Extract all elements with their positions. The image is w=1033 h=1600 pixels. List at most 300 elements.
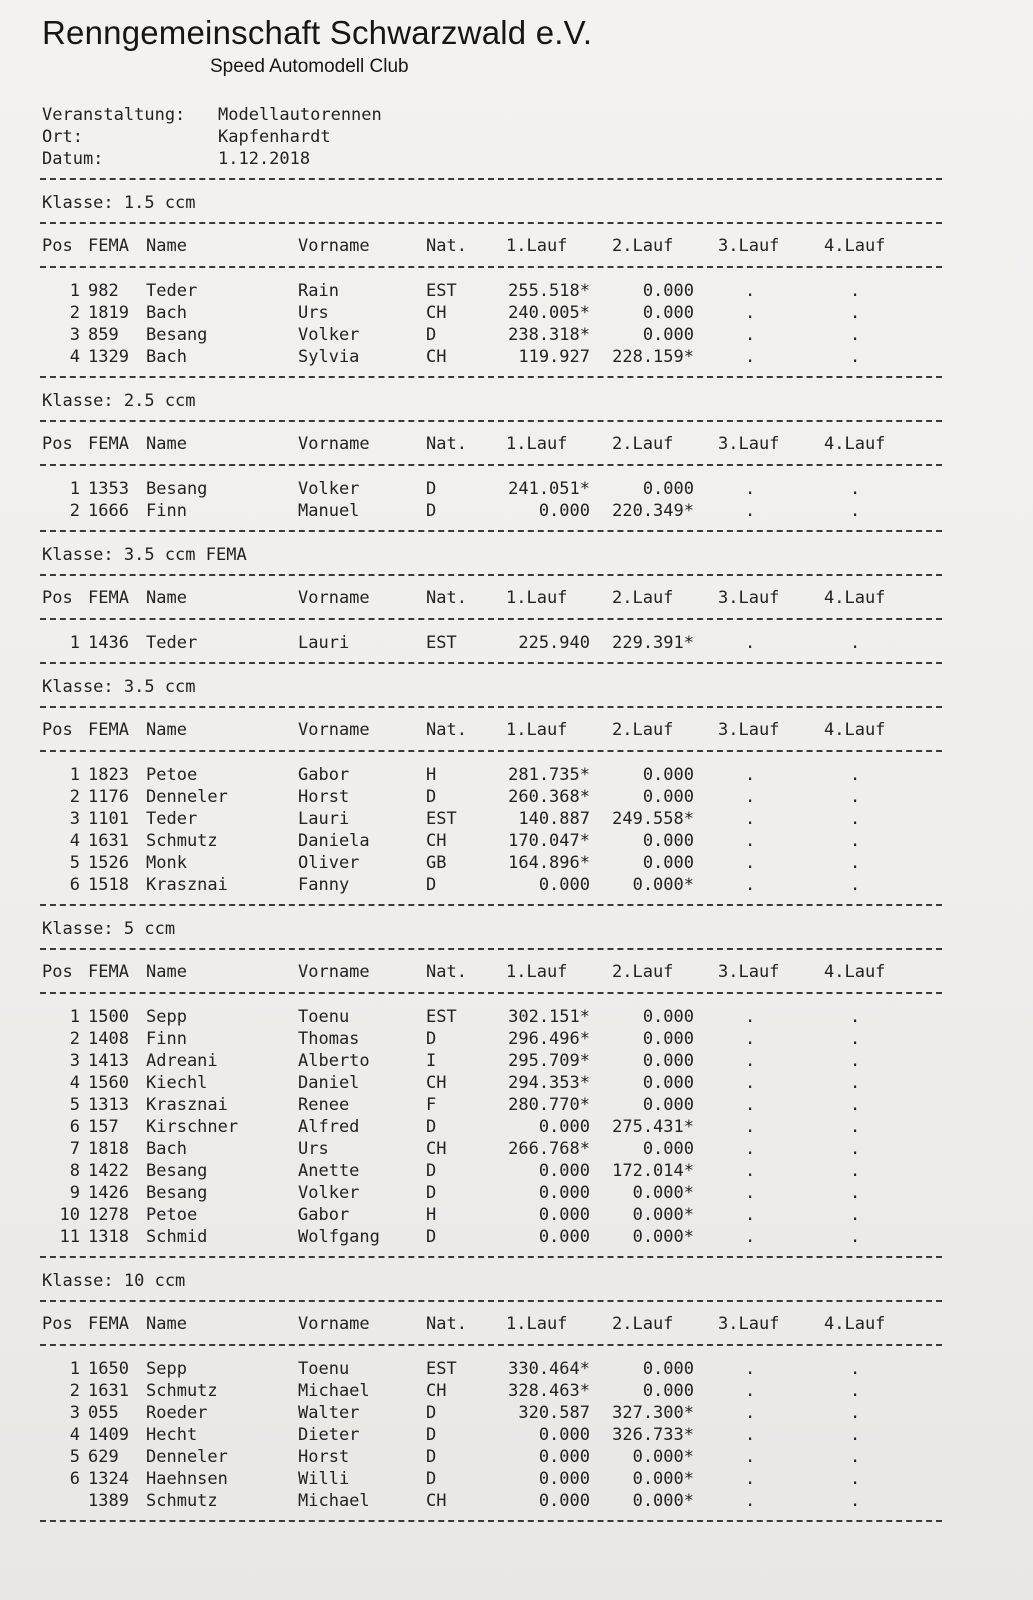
col-lauf2-header: 2.Lauf — [612, 588, 674, 608]
cell-lauf4: . — [850, 1183, 861, 1203]
cell-fema: 1819 — [88, 303, 129, 323]
cell-lauf2: 0.000* — [632, 1469, 694, 1489]
cell-name: Teder — [146, 281, 198, 301]
cell-lauf2: 0.000 — [642, 1007, 694, 1027]
cell-lauf3: . — [745, 1359, 756, 1379]
cell-lauf4: . — [850, 1007, 861, 1027]
cell-lauf2: 220.349* — [612, 501, 694, 521]
col-fema-header: FEMA — [88, 1314, 129, 1334]
cell-fema: 055 — [88, 1403, 119, 1423]
meta-label: Veranstaltung: — [42, 105, 186, 125]
cell-lauf2: 0.000 — [642, 831, 694, 851]
class-title: Klasse: 2.5 ccm — [42, 391, 196, 411]
cell-name: Finn — [146, 501, 187, 521]
cell-name: Haehnsen — [146, 1469, 228, 1489]
cell-lauf4: . — [850, 1205, 861, 1225]
cell-name: Besang — [146, 325, 208, 345]
cell-name: Teder — [146, 633, 198, 653]
col-lauf2-header: 2.Lauf — [612, 434, 674, 454]
col-pos-header: Pos — [42, 434, 73, 454]
cell-pos: 2 — [69, 1381, 80, 1401]
cell-lauf4: . — [850, 1073, 861, 1093]
cell-fema: 1318 — [88, 1227, 129, 1247]
cell-lauf4: . — [850, 1469, 861, 1489]
meta-label: Datum: — [42, 149, 104, 169]
col-lauf4-header: 4.Lauf — [824, 434, 886, 454]
cell-name: Bach — [146, 347, 187, 367]
cell-lauf2: 0.000 — [642, 1381, 694, 1401]
cell-name: Hecht — [146, 1425, 198, 1445]
cell-vorname: Volker — [298, 1183, 360, 1203]
cell-pos: 6 — [69, 875, 80, 895]
cell-lauf3: . — [745, 281, 756, 301]
col-vorname-header: Vorname — [298, 1314, 370, 1334]
dashed-rule — [40, 530, 942, 532]
col-lauf1-header: 1.Lauf — [506, 720, 568, 740]
cell-nat: D — [426, 1403, 437, 1423]
cell-lauf2: 0.000 — [642, 1073, 694, 1093]
cell-lauf4: . — [850, 875, 861, 895]
cell-pos: 8 — [69, 1161, 80, 1181]
cell-name: Kiechl — [146, 1073, 208, 1093]
dashed-rule — [40, 662, 942, 664]
cell-lauf4: . — [850, 281, 861, 301]
cell-vorname: Alberto — [298, 1051, 370, 1071]
cell-lauf1: 0.000 — [538, 1205, 590, 1225]
cell-fema: 859 — [88, 325, 119, 345]
cell-nat: EST — [426, 281, 457, 301]
cell-vorname: Fanny — [298, 875, 350, 895]
cell-lauf1: 0.000 — [538, 1447, 590, 1467]
cell-nat: D — [426, 875, 437, 895]
meta-value: Modellautorennen — [218, 105, 382, 125]
cell-name: Sepp — [146, 1359, 187, 1379]
cell-lauf1: 225.940 — [518, 633, 590, 653]
cell-name: Bach — [146, 1139, 187, 1159]
col-pos-header: Pos — [42, 236, 73, 256]
cell-lauf3: . — [745, 1447, 756, 1467]
cell-vorname: Rain — [298, 281, 339, 301]
cell-pos: 5 — [69, 1447, 80, 1467]
cell-lauf3: . — [745, 1403, 756, 1423]
cell-vorname: Wolfgang — [298, 1227, 380, 1247]
cell-nat: H — [426, 1205, 437, 1225]
cell-fema: 1560 — [88, 1073, 129, 1093]
cell-nat: D — [426, 1161, 437, 1181]
dashed-rule — [40, 1256, 942, 1258]
cell-lauf2: 0.000 — [642, 325, 694, 345]
col-nat-header: Nat. — [426, 236, 467, 256]
cell-lauf1: 140.887 — [518, 809, 590, 829]
col-lauf1-header: 1.Lauf — [506, 1314, 568, 1334]
dashed-rule — [40, 464, 942, 466]
col-name-header: Name — [146, 1314, 187, 1334]
cell-fema: 1518 — [88, 875, 129, 895]
cell-lauf2: 0.000 — [642, 1029, 694, 1049]
cell-name: Finn — [146, 1029, 187, 1049]
col-fema-header: FEMA — [88, 588, 129, 608]
cell-vorname: Oliver — [298, 853, 360, 873]
col-lauf2-header: 2.Lauf — [612, 962, 674, 982]
cell-lauf4: . — [850, 809, 861, 829]
cell-nat: H — [426, 765, 437, 785]
cell-fema: 629 — [88, 1447, 119, 1467]
col-lauf4-header: 4.Lauf — [824, 236, 886, 256]
col-pos-header: Pos — [42, 962, 73, 982]
cell-nat: F — [426, 1095, 437, 1115]
cell-fema: 1413 — [88, 1051, 129, 1071]
cell-lauf2: 275.431* — [612, 1117, 694, 1137]
col-lauf1-header: 1.Lauf — [506, 434, 568, 454]
cell-lauf1: 0.000 — [538, 1227, 590, 1247]
col-lauf1-header: 1.Lauf — [506, 962, 568, 982]
dashed-rule — [40, 992, 942, 994]
cell-pos: 2 — [69, 1029, 80, 1049]
cell-lauf3: . — [745, 501, 756, 521]
cell-lauf3: . — [745, 787, 756, 807]
cell-nat: CH — [426, 1073, 447, 1093]
cell-lauf1: 328.463* — [508, 1381, 590, 1401]
cell-fema: 1176 — [88, 787, 129, 807]
cell-lauf2: 326.733* — [612, 1425, 694, 1445]
cell-lauf2: 0.000 — [642, 853, 694, 873]
cell-vorname: Renee — [298, 1095, 350, 1115]
cell-vorname: Urs — [298, 303, 329, 323]
col-lauf4-header: 4.Lauf — [824, 962, 886, 982]
cell-lauf4: . — [850, 325, 861, 345]
cell-lauf1: 241.051* — [508, 479, 590, 499]
cell-nat: CH — [426, 1381, 447, 1401]
cell-nat: EST — [426, 809, 457, 829]
col-nat-header: Nat. — [426, 434, 467, 454]
cell-lauf1: 0.000 — [538, 1469, 590, 1489]
cell-lauf1: 0.000 — [538, 1183, 590, 1203]
cell-lauf3: . — [745, 633, 756, 653]
cell-name: Denneler — [146, 1447, 228, 1467]
cell-vorname: Sylvia — [298, 347, 360, 367]
cell-lauf4: . — [850, 1161, 861, 1181]
cell-pos: 3 — [69, 325, 80, 345]
cell-lauf2: 0.000 — [642, 1095, 694, 1115]
cell-nat: D — [426, 1425, 437, 1445]
cell-lauf3: . — [745, 1161, 756, 1181]
cell-name: Krasznai — [146, 1095, 228, 1115]
class-title: Klasse: 5 ccm — [42, 919, 176, 939]
cell-lauf1: 0.000 — [538, 875, 590, 895]
dashed-rule — [40, 706, 942, 708]
cell-lauf3: . — [745, 1117, 756, 1137]
col-lauf1-header: 1.Lauf — [506, 236, 568, 256]
cell-lauf4: . — [850, 1491, 861, 1511]
col-vorname-header: Vorname — [298, 434, 370, 454]
class-title: Klasse: 10 ccm — [42, 1271, 186, 1291]
club-name: Renngemeinschaft Schwarzwald e.V. — [42, 14, 593, 51]
col-lauf3-header: 3.Lauf — [718, 962, 780, 982]
cell-fema: 1101 — [88, 809, 129, 829]
cell-lauf2: 0.000 — [642, 765, 694, 785]
cell-vorname: Walter — [298, 1403, 360, 1423]
cell-name: Bach — [146, 303, 187, 323]
cell-name: Besang — [146, 1183, 208, 1203]
cell-lauf3: . — [745, 1183, 756, 1203]
cell-pos: 9 — [69, 1183, 80, 1203]
col-name-header: Name — [146, 720, 187, 740]
cell-lauf2: 0.000 — [642, 787, 694, 807]
cell-pos: 6 — [69, 1469, 80, 1489]
cell-vorname: Toenu — [298, 1359, 350, 1379]
cell-lauf3: . — [745, 1425, 756, 1445]
cell-name: Besang — [146, 479, 208, 499]
col-pos-header: Pos — [42, 1314, 73, 1334]
col-lauf2-header: 2.Lauf — [612, 720, 674, 740]
cell-pos: 5 — [69, 1095, 80, 1115]
cell-fema: 1422 — [88, 1161, 129, 1181]
cell-lauf3: . — [745, 1029, 756, 1049]
col-lauf1-header: 1.Lauf — [506, 588, 568, 608]
cell-nat: D — [426, 1227, 437, 1247]
cell-pos: 4 — [69, 347, 80, 367]
cell-nat: D — [426, 787, 437, 807]
cell-nat: D — [426, 1469, 437, 1489]
cell-name: Denneler — [146, 787, 228, 807]
cell-lauf1: 295.709* — [508, 1051, 590, 1071]
cell-lauf2: 0.000 — [642, 281, 694, 301]
cell-lauf3: . — [745, 1205, 756, 1225]
cell-lauf2: 0.000* — [632, 1205, 694, 1225]
cell-pos: 6 — [69, 1117, 80, 1137]
cell-lauf4: . — [850, 1425, 861, 1445]
cell-lauf2: 0.000* — [632, 1183, 694, 1203]
cell-lauf2: 327.300* — [612, 1403, 694, 1423]
cell-lauf2: 0.000 — [642, 479, 694, 499]
cell-vorname: Gabor — [298, 765, 350, 785]
cell-pos: 3 — [69, 809, 80, 829]
cell-lauf3: . — [745, 809, 756, 829]
cell-lauf4: . — [850, 1051, 861, 1071]
cell-lauf4: . — [850, 347, 861, 367]
col-pos-header: Pos — [42, 588, 73, 608]
cell-nat: D — [426, 1117, 437, 1137]
cell-lauf2: 0.000* — [632, 1447, 694, 1467]
dashed-rule — [40, 948, 942, 950]
cell-lauf3: . — [745, 1007, 756, 1027]
cell-nat: D — [426, 1447, 437, 1467]
cell-lauf1: 0.000 — [538, 501, 590, 521]
cell-lauf2: 228.159* — [612, 347, 694, 367]
class-title: Klasse: 1.5 ccm — [42, 193, 196, 213]
cell-nat: CH — [426, 347, 447, 367]
cell-nat: D — [426, 1029, 437, 1049]
cell-lauf2: 0.000* — [632, 1491, 694, 1511]
cell-lauf3: . — [745, 853, 756, 873]
col-fema-header: FEMA — [88, 434, 129, 454]
cell-fema: 1353 — [88, 479, 129, 499]
col-name-header: Name — [146, 588, 187, 608]
col-nat-header: Nat. — [426, 1314, 467, 1334]
cell-lauf1: 164.896* — [508, 853, 590, 873]
cell-lauf2: 0.000 — [642, 303, 694, 323]
class-title: Klasse: 3.5 ccm — [42, 677, 196, 697]
cell-pos: 10 — [59, 1205, 80, 1225]
cell-nat: CH — [426, 1139, 447, 1159]
cell-lauf1: 260.368* — [508, 787, 590, 807]
col-lauf3-header: 3.Lauf — [718, 588, 780, 608]
col-fema-header: FEMA — [88, 236, 129, 256]
dashed-rule — [40, 222, 942, 224]
cell-pos: 3 — [69, 1051, 80, 1071]
cell-lauf4: . — [850, 1117, 861, 1137]
cell-lauf1: 0.000 — [538, 1117, 590, 1137]
col-vorname-header: Vorname — [298, 236, 370, 256]
cell-lauf1: 0.000 — [538, 1161, 590, 1181]
cell-vorname: Lauri — [298, 809, 350, 829]
cell-pos: 4 — [69, 1425, 80, 1445]
cell-fema: 1278 — [88, 1205, 129, 1225]
cell-name: Kirschner — [146, 1117, 239, 1137]
col-lauf4-header: 4.Lauf — [824, 720, 886, 740]
cell-nat: D — [426, 501, 437, 521]
dashed-rule — [40, 618, 942, 620]
cell-lauf4: . — [850, 787, 861, 807]
cell-lauf4: . — [850, 479, 861, 499]
cell-fema: 1313 — [88, 1095, 129, 1115]
cell-name: Schmutz — [146, 1491, 218, 1511]
cell-lauf3: . — [745, 831, 756, 851]
cell-name: Schmutz — [146, 831, 218, 851]
cell-fema: 157 — [88, 1117, 119, 1137]
dashed-rule — [40, 420, 942, 422]
col-vorname-header: Vorname — [298, 962, 370, 982]
cell-nat: CH — [426, 303, 447, 323]
cell-lauf4: . — [850, 1095, 861, 1115]
meta-value: 1.12.2018 — [218, 149, 311, 169]
cell-pos: 4 — [69, 1073, 80, 1093]
cell-pos: 1 — [69, 633, 80, 653]
col-lauf4-header: 4.Lauf — [824, 1314, 886, 1334]
cell-lauf3: . — [745, 1381, 756, 1401]
col-lauf2-header: 2.Lauf — [612, 236, 674, 256]
cell-nat: EST — [426, 1007, 457, 1027]
cell-fema: 1389 — [88, 1491, 129, 1511]
col-pos-header: Pos — [42, 720, 73, 740]
col-name-header: Name — [146, 236, 187, 256]
cell-pos: 2 — [69, 787, 80, 807]
cell-lauf3: . — [745, 1491, 756, 1511]
cell-nat: D — [426, 325, 437, 345]
cell-vorname: Daniel — [298, 1073, 360, 1093]
col-vorname-header: Vorname — [298, 720, 370, 740]
cell-fema: 1650 — [88, 1359, 129, 1379]
cell-fema: 1500 — [88, 1007, 129, 1027]
col-lauf4-header: 4.Lauf — [824, 588, 886, 608]
cell-vorname: Alfred — [298, 1117, 360, 1137]
cell-lauf1: 240.005* — [508, 303, 590, 323]
cell-vorname: Lauri — [298, 633, 350, 653]
cell-lauf1: 330.464* — [508, 1359, 590, 1379]
dashed-rule — [40, 1300, 942, 1302]
cell-fema: 1324 — [88, 1469, 129, 1489]
cell-lauf3: . — [745, 1139, 756, 1159]
club-subtitle: Speed Automodell Club — [210, 56, 409, 77]
cell-lauf4: . — [850, 633, 861, 653]
cell-fema: 1818 — [88, 1139, 129, 1159]
meta-label: Ort: — [42, 127, 83, 147]
cell-lauf3: . — [745, 875, 756, 895]
dashed-rule — [40, 178, 942, 180]
dashed-rule — [40, 266, 942, 268]
cell-name: Schmid — [146, 1227, 208, 1247]
col-vorname-header: Vorname — [298, 588, 370, 608]
cell-name: Krasznai — [146, 875, 228, 895]
cell-vorname: Anette — [298, 1161, 360, 1181]
cell-vorname: Willi — [298, 1469, 350, 1489]
cell-pos: 2 — [69, 501, 80, 521]
cell-pos: 2 — [69, 303, 80, 323]
cell-vorname: Volker — [298, 325, 360, 345]
cell-lauf3: . — [745, 1095, 756, 1115]
cell-lauf4: . — [850, 1227, 861, 1247]
cell-lauf3: . — [745, 765, 756, 785]
col-lauf3-header: 3.Lauf — [718, 434, 780, 454]
cell-lauf1: 302.151* — [508, 1007, 590, 1027]
cell-vorname: Urs — [298, 1139, 329, 1159]
cell-vorname: Horst — [298, 787, 350, 807]
cell-lauf1: 281.735* — [508, 765, 590, 785]
cell-lauf1: 238.318* — [508, 325, 590, 345]
cell-fema: 1823 — [88, 765, 129, 785]
cell-vorname: Horst — [298, 1447, 350, 1467]
cell-name: Petoe — [146, 1205, 198, 1225]
cell-lauf1: 320.587 — [518, 1403, 590, 1423]
cell-lauf4: . — [850, 1139, 861, 1159]
cell-lauf3: . — [745, 347, 756, 367]
cell-fema: 1436 — [88, 633, 129, 653]
cell-lauf3: . — [745, 1051, 756, 1071]
dashed-rule — [40, 574, 942, 576]
cell-fema: 1408 — [88, 1029, 129, 1049]
cell-vorname: Michael — [298, 1381, 370, 1401]
cell-pos: 3 — [69, 1403, 80, 1423]
col-lauf3-header: 3.Lauf — [718, 720, 780, 740]
cell-pos: 1 — [69, 765, 80, 785]
cell-lauf3: . — [745, 325, 756, 345]
cell-lauf1: 255.518* — [508, 281, 590, 301]
cell-name: Petoe — [146, 765, 198, 785]
meta-value: Kapfenhardt — [218, 127, 331, 147]
cell-lauf4: . — [850, 1447, 861, 1467]
cell-vorname: Gabor — [298, 1205, 350, 1225]
cell-lauf4: . — [850, 831, 861, 851]
cell-name: Besang — [146, 1161, 208, 1181]
cell-pos: 5 — [69, 853, 80, 873]
cell-nat: I — [426, 1051, 437, 1071]
cell-lauf3: . — [745, 1227, 756, 1247]
cell-lauf3: . — [745, 303, 756, 323]
cell-fema: 1329 — [88, 347, 129, 367]
cell-pos: 1 — [69, 281, 80, 301]
col-nat-header: Nat. — [426, 962, 467, 982]
cell-nat: CH — [426, 1491, 447, 1511]
cell-nat: GB — [426, 853, 447, 873]
cell-vorname: Daniela — [298, 831, 370, 851]
cell-nat: D — [426, 479, 437, 499]
cell-nat: EST — [426, 633, 457, 653]
cell-pos: 1 — [69, 479, 80, 499]
cell-fema: 1526 — [88, 853, 129, 873]
col-fema-header: FEMA — [88, 720, 129, 740]
cell-lauf3: . — [745, 479, 756, 499]
cell-pos: 7 — [69, 1139, 80, 1159]
